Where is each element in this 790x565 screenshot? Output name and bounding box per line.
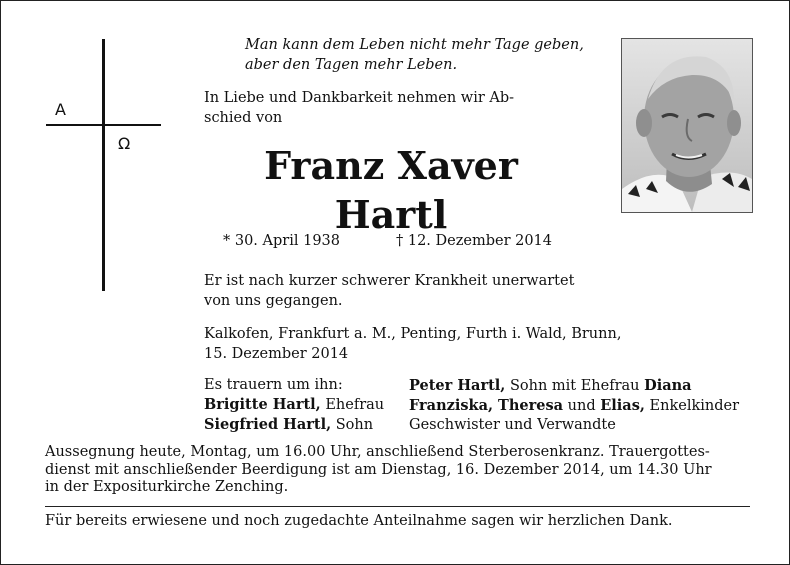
mourners-left <box>204 376 384 435</box>
first-names: Franz Xaver <box>264 143 518 188</box>
mourners-right <box>409 376 739 435</box>
funeral-line-1: Aussegnung heute, Montag, um 16.00 Uhr, anschließend Sterberosenkranz. Trauergottes- <box>45 444 710 460</box>
mourner-relation: und <box>567 398 596 414</box>
cross-icon <box>102 39 105 291</box>
intro-line-1: In Liebe und Dankbarkeit nehmen wir Ab- <box>204 90 515 106</box>
funeral-line-3: in der Expositurkirche Zenching. <box>45 479 289 495</box>
portrait-photo <box>621 38 753 213</box>
mourner-name: Brigitte Hartl, <box>204 396 321 413</box>
mourner-name: Elias, <box>600 397 645 414</box>
mourner-row: Geschwister und Verwandte <box>409 417 616 433</box>
mourners-heading: Es trauern um ihn: <box>204 377 343 393</box>
mourner-name: Diana <box>644 377 692 394</box>
mourner-name: Siegfried Hartl, <box>204 416 332 433</box>
portrait-image <box>622 39 752 212</box>
mourner-relation: Sohn <box>335 417 374 433</box>
omega-symbol: Ω <box>118 134 131 153</box>
date-line: 15. Dezember 2014 <box>204 346 349 362</box>
mourner-relation: Enkelkinder <box>649 398 740 414</box>
statement-line-1: Er ist nach kurzer schwerer Krankheit unerwartet <box>204 273 575 289</box>
place-date <box>204 324 674 364</box>
thanks-line: Für bereits erwiesene und noch zugedachte Anteilnahme sagen wir herzlichen Dank. <box>45 513 673 529</box>
place-line: Kalkofen, Frankfurt a. M., Penting, Furth i. Wald, Brunn, <box>204 326 622 342</box>
divider <box>45 506 750 507</box>
mourner-relation: Ehefrau <box>325 397 385 413</box>
statement <box>204 271 624 311</box>
mourner-row <box>409 376 739 396</box>
funeral-line-2: dienst mit anschließender Beerdigung ist am Dienstag, 16. Dezember 2014, um 14.30 Uhr <box>45 461 712 478</box>
motto-line-1: Man kann dem Leben nicht mehr Tage geben, <box>245 37 584 53</box>
surname: Hartl <box>334 192 448 237</box>
alpha-symbol: A <box>55 100 66 119</box>
funeral-info <box>45 444 757 497</box>
mourner-name: Franziska, Theresa <box>409 397 564 414</box>
mourner-name: Peter Hartl, <box>409 377 506 394</box>
cross-bar <box>46 124 161 126</box>
statement-line-2: von uns gegangen. <box>204 293 343 309</box>
intro-text <box>204 88 589 128</box>
intro-line-2: schied von <box>204 110 283 126</box>
mourner-row <box>204 415 384 435</box>
mourner-row <box>204 395 384 415</box>
death-date: † 12. Dezember 2014 <box>396 233 553 249</box>
deceased-name <box>191 141 591 239</box>
motto-line-2: aber den Tagen mehr Leben. <box>245 57 458 73</box>
birth-date: * 30. April 1938 <box>223 233 340 249</box>
motto <box>245 35 584 75</box>
mourner-row <box>409 396 739 416</box>
mourner-relation: Sohn mit Ehefrau <box>509 378 640 394</box>
